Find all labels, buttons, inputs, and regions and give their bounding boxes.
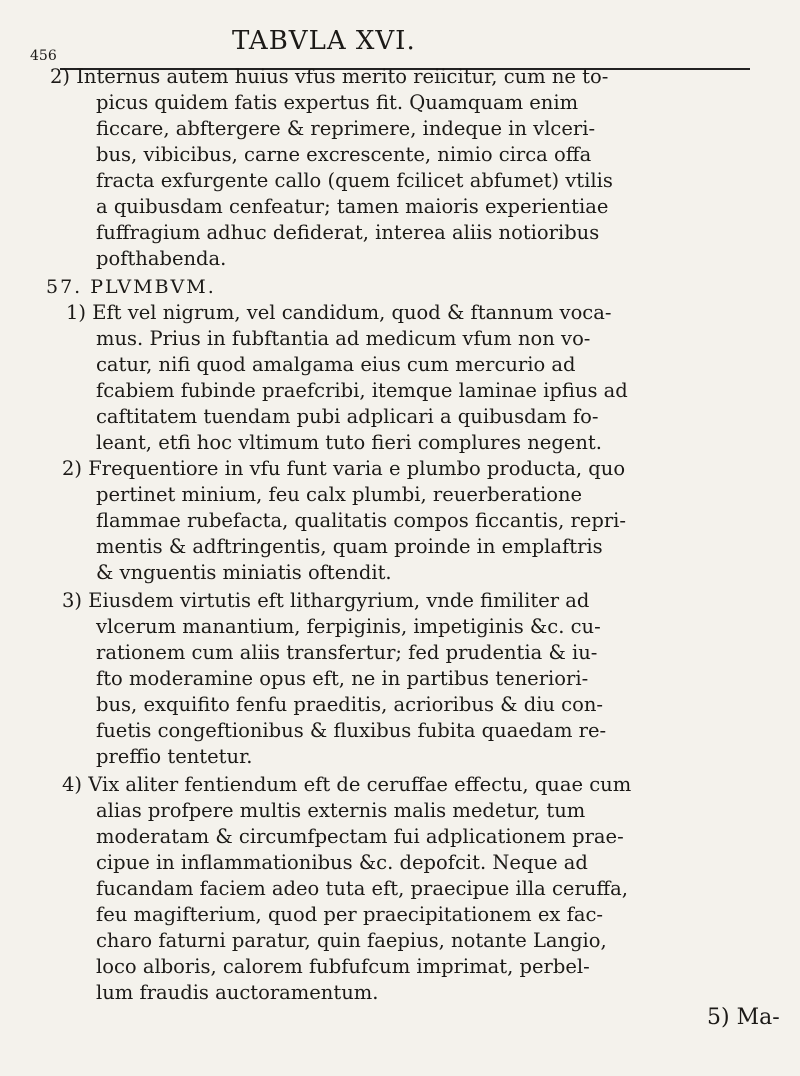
text-line: ficcare, abftergere & reprimere, indeque in vlceri- bbox=[96, 117, 596, 140]
catchword: 5) Ma- bbox=[707, 1005, 780, 1030]
text-line: 2) Internus autem huius vfus merito reiicitur, cum ne to- bbox=[50, 65, 609, 88]
text-line: preffio tentetur. bbox=[96, 745, 253, 768]
text-line: 3) Eiusdem virtutis eft lithargyrium, vnde fimiliter ad bbox=[62, 589, 590, 612]
text-line: fto moderamine opus eft, ne in partibus teneriori- bbox=[96, 667, 589, 690]
text-line: picus quidem fatis expertus fit. Quamquam enim bbox=[96, 91, 579, 114]
page-header bbox=[0, 18, 800, 64]
text-line: feu magifterium, quod per praecipitationem ex fac- bbox=[96, 903, 603, 926]
text-line: catur, nifi quod amalgama eius cum mercurio ad bbox=[96, 353, 576, 376]
text-line: pertinet minium, feu calx plumbi, reuerberatione bbox=[96, 483, 583, 506]
text-line: pofthabenda. bbox=[96, 247, 227, 270]
text-line: alias profpere multis externis malis medetur, tum bbox=[96, 799, 586, 822]
text-line: fuetis congeftionibus & fluxibus fubita quaedam re- bbox=[96, 719, 607, 742]
text-line: loco alboris, calorem fubfufcum imprimat, perbel- bbox=[96, 955, 590, 978]
running-head: TABVLA XVI. bbox=[232, 26, 416, 56]
text-line: lum fraudis auctoramentum. bbox=[96, 981, 379, 1004]
text-line: 1) Eft vel nigrum, vel candidum, quod & ftannum voca- bbox=[66, 301, 612, 324]
text-line: bus, exquifito fenfu praeditis, acrioribus & diu con- bbox=[96, 693, 603, 716]
text-line: charo faturni paratur, quin faepius, notante Langio, bbox=[96, 929, 607, 952]
text-line: rationem cum aliis transfertur; fed prudentia & iu- bbox=[96, 641, 598, 664]
text-line: 4) Vix aliter fentiendum eft de ceruffae effectu, quae cum bbox=[62, 773, 632, 796]
text-line: fcabiem fubinde praefcribi, itemque laminae ipfius ad bbox=[96, 379, 628, 402]
text-line: flammae rubefacta, qualitatis compos ficcantis, repri- bbox=[96, 509, 626, 532]
text-line: fracta exfurgente callo (quem fcilicet abfumet) vtilis bbox=[96, 169, 613, 192]
text-line: a quibusdam cenfeatur; tamen maioris experientiae bbox=[96, 195, 609, 218]
text-line: fucandam faciem adeo tuta eft, praecipue illa ceruffa, bbox=[96, 877, 629, 900]
text-line: leant, etfi hoc vltimum tuto fieri complures negent. bbox=[96, 431, 602, 454]
text-line: & vnguentis miniatis oftendit. bbox=[96, 561, 392, 584]
text-line: mus. Prius in fubftantia ad medicum vfum non vo- bbox=[96, 327, 591, 350]
text-line: moderatam & circumfpectam fui adplicationem prae- bbox=[96, 825, 624, 848]
text-line: fuffragium adhuc defiderat, interea aliis notioribus bbox=[96, 221, 600, 244]
page-number: 456 bbox=[30, 48, 57, 64]
text-line: caftitatem tuendam pubi adplicari a quibusdam fo- bbox=[96, 405, 599, 428]
text-line: 2) Frequentiore in vfu funt varia e plumbo producta, quo bbox=[62, 457, 626, 480]
text-line: mentis & adftringentis, quam proinde in emplaftris bbox=[96, 535, 603, 558]
text-line: vlcerum manantium, ferpiginis, impetiginis &c. cu- bbox=[96, 615, 601, 638]
text-line: cipue in inflammationibus &c. depofcit. Neque ad bbox=[96, 851, 588, 874]
text-line: bus, vibicibus, carne excrescente, nimio circa offa bbox=[96, 143, 592, 166]
section-heading: 57. PLVMBVM. bbox=[46, 276, 216, 298]
